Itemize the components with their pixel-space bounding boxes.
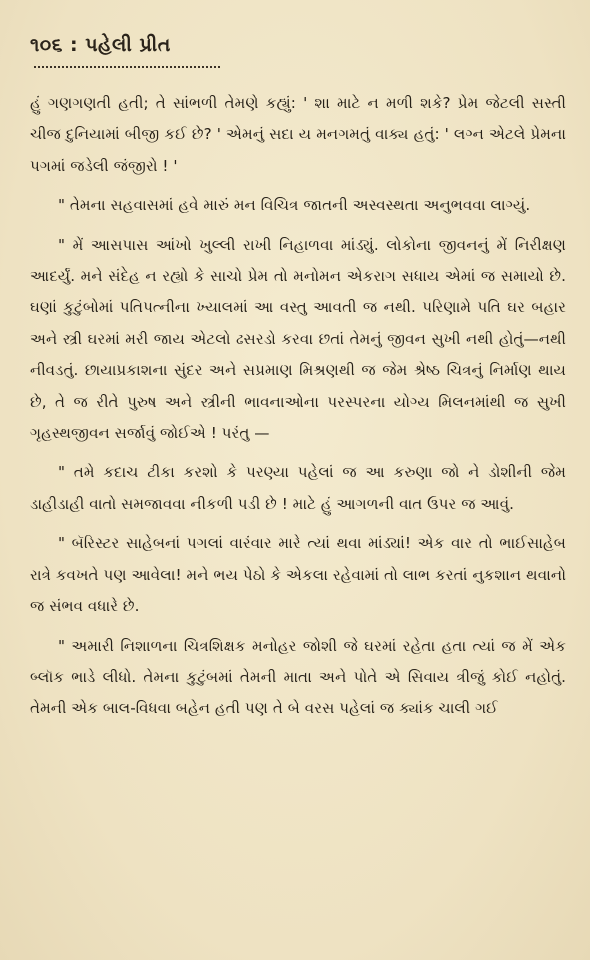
- paragraph: " તેમના સહવાસમાં હવે મારું મન વિચિત્ર જાતની અસ્વસ્થતા અનુભવવા લાગ્યું.: [58, 196, 531, 215]
- page-header: ૧૦૬ : પહેલી પ્રીત: [30, 34, 171, 56]
- paragraph: " અમારી નિશાળના ચિત્રશિક્ષક મનોહર જોશી જે ઘરમાં રહેતા હતા ત્યાં જ મેં એક બ્લૉક ભાડે લીધો. તેમના કુટુંબમાં તેમની માતા અને પોતે એ સિવાય ત્રીજું કોઈ નહોતું. તેમની એક બાલ-વિધવા બહેન હતી પણ તે બે વરસ પહેલાં જ ક્યાંક ચાલી ગઈ: [30, 636, 566, 718]
- page-body: [30, 88, 566, 733]
- paragraph: હું ગણગણતી હતી; તે સાંભળી તેમણે કહ્યું: ' શા માટે ન મળી શકે? પ્રેમ જેટલી સસ્તી ચીજ દુનિયામાં બીજી કઈ છે? ' એમનું સદા ય મનગમતું વાક્ય હતું: ' લગ્ન એટલે પ્રેમના પગમાં જડેલી જંજીરો ! ': [30, 94, 566, 175]
- paragraph: " મેં આસપાસ આંખો ખુલ્લી રાખી નિહાળવા માંડ્યું. લોકોના જીવનનું મેં નિરીક્ષણ આદર્યું. મને સંદેહ ન રહ્યો કે સાચો પ્રેમ તો મનોમન એકરાગ સધાય એમાં જ સમાયો છે. ઘણાં કુટુંબોમાં પતિપત્નીના ખ્યાલમાં આ વસ્તુ આવતી જ નથી. પરિણામે પતિ ઘર બહાર અને સ્ત્રી ઘરમાં મરી જાય એટલો ઢસરડો કરવા છતાં તેમનું જીવન સુખી નથી હોતું—નથી નીવડતું. છાયાપ્રકાશના સુંદર અને સપ્રમાણ મિશ્રણથી જ જેમ શ્રેષ્ઠ ચિત્રનું નિર્માણ થાય છે, તે જ રીતે પુરુષ અને સ્ત્રીની ભાવનાઓના પરસ્પરના યોગ્ય મિલનમાંથી જ સુખી ગૃહસ્થજીવન સર્જાવું જોઈએ ! પરંતુ —: [30, 235, 566, 443]
- header-dotted-rule: [34, 66, 220, 68]
- paragraph: " તમે કદાચ ટીકા કરશો કે પરણ્યા પહેલાં જ આ કરુણા જો ને ડોશીની જેમ ડાહીડાહી વાતો સમજાવવા નીકળી પડી છે ! માટે હું આગળની વાત ઉપર જ આવું.: [30, 463, 566, 513]
- paragraph: " બૅરિસ્ટર સાહેબનાં પગલાં વારંવાર મારે ત્યાં થવા માંડ્યાં! એક વાર તો ભાઈસાહેબ રાત્રે કવખતે પણ આવેલા! મને ભય પેઠો કે એકલા રહેવામાં તો લાભ કરતાં નુકશાન થવાનો જ સંભવ વધારે છે.: [30, 534, 566, 616]
